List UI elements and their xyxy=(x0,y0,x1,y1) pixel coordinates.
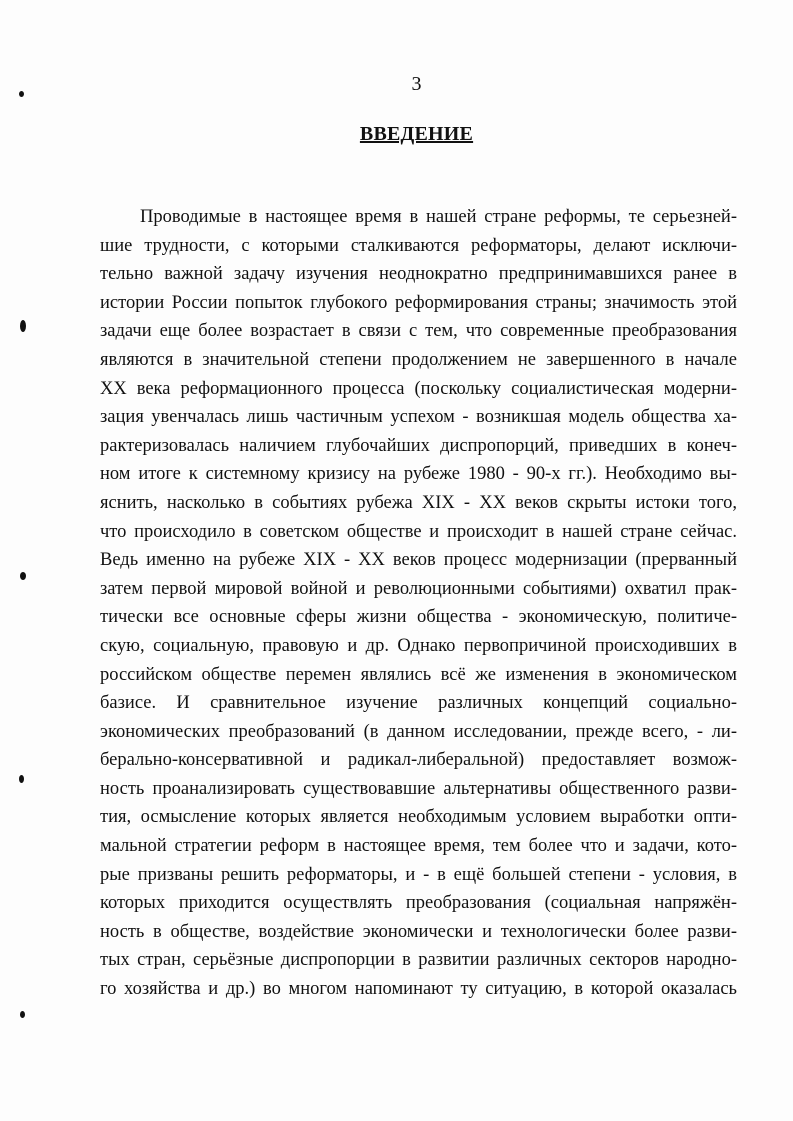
text-line: зация увенчалась лишь частичным успехом - возникшая модель общества ха- xyxy=(100,407,737,428)
text-line: рактеризовалась наличием глубочайших диспропорций, приведших в конеч- xyxy=(100,435,737,456)
text-line: го хозяйства и др.) во многом напоминают ту ситуацию, в которой оказалась xyxy=(100,979,737,1000)
text-line: тия, осмысление которых является необходимым условием выработки опти- xyxy=(100,807,737,828)
text-line: мальной стратегии реформ в настоящее время, тем более что и задачи, кото- xyxy=(100,836,737,857)
text-line: берально-консервативной и радикал-либеральной) предоставляет возмож- xyxy=(100,750,737,771)
text-line: что происходило в советском обществе и происходит в нашей стране сейчас. xyxy=(100,521,737,542)
scan-mark xyxy=(19,775,24,783)
body-text xyxy=(100,203,737,1004)
text-line: ном итоге к системному кризису на рубеже 1980 - 90-х гг.). Необходимо вы- xyxy=(100,464,737,485)
scan-mark xyxy=(20,1011,25,1018)
section-heading: ВВЕДЕНИЕ xyxy=(359,123,474,145)
text-line: российском обществе перемен являлись всё же изменения в экономическом xyxy=(100,664,737,685)
text-line: рые призваны решить реформаторы, и - в ещё большей степени - условия, в xyxy=(100,864,737,885)
text-line: Ведь именно на рубеже XIX - XX веков процесс модернизации (прерванный xyxy=(100,550,737,571)
text-line: скую, социальную, правовую и др. Однако первопричиной происходивших в xyxy=(100,635,737,656)
text-line: экономических преобразований (в данном исследовании, прежде всего, - ли- xyxy=(100,721,737,742)
scan-mark xyxy=(20,572,26,580)
text-line: тически все основные сферы жизни общества - экономическую, политиче- xyxy=(100,607,737,628)
text-line: ность в обществе, воздействие экономически и технологически более разви- xyxy=(100,921,737,942)
scan-mark xyxy=(20,320,26,332)
text-line: XX века реформационного процесса (поскольку социалистическая модерни- xyxy=(100,378,737,399)
text-line: яснить, насколько в событиях рубежа XIX - XX веков скрыты истоки того, xyxy=(100,492,737,513)
text-line: Проводимые в настоящее время в нашей стране реформы, те серьезней- xyxy=(140,207,737,227)
text-line: истории России попыток глубокого реформирования страны; значимость этой xyxy=(100,292,737,313)
text-line: шие трудности, с которыми сталкиваются реформаторы, делают исключи- xyxy=(100,235,737,256)
text-line: которых приходится осуществлять преобразования (социальная напряжён- xyxy=(100,893,737,914)
text-line: тельно важной задачу изучения неоднократно предпринимавшихся ранее в xyxy=(100,264,737,285)
text-line: ность проанализировать существовавшие альтернативы общественного разви- xyxy=(100,778,737,799)
text-line: являются в значительной степени продолжением не завершенного в начале xyxy=(100,349,737,370)
page-number: 3 xyxy=(411,73,422,95)
text-line: тых стран, серьёзные диспропорции в развитии различных секторов народно- xyxy=(100,950,737,971)
text-line: затем первой мировой войной и революционными событиями) охватил прак- xyxy=(100,578,737,599)
text-line: базисе. И сравнительное изучение различных концепций социально- xyxy=(100,693,737,714)
text-line: задачи еще более возрастает в связи с тем, что современные преобразования xyxy=(100,321,737,342)
